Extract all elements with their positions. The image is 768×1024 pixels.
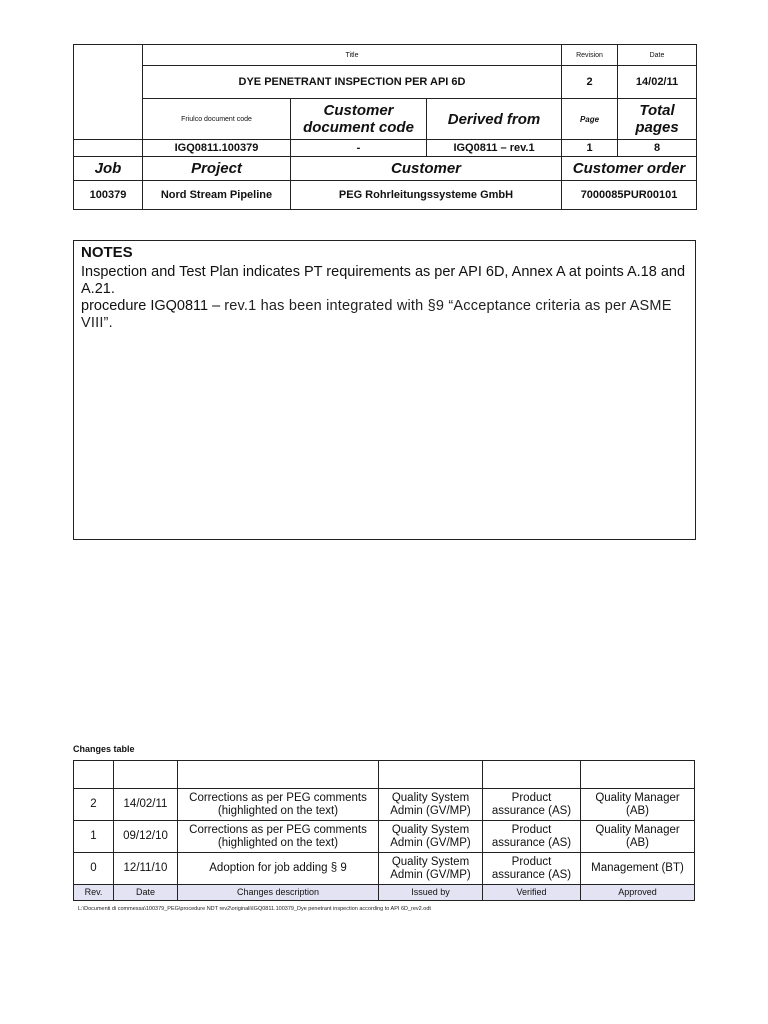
changes-table xyxy=(73,760,695,901)
notes-box xyxy=(73,240,696,540)
derived-from-value: IGQ0811 – rev.1 xyxy=(427,140,562,157)
file-path-footer: L:\Documenti di commessa\100379_PEG\procedure NDT rev2\originali\IGQ0811.100379_Dye penetrant inspection according to API 6D_rev2.odt xyxy=(78,906,431,912)
description-cell: Corrections as per PEG comments (highlighted on the text) xyxy=(178,821,379,853)
date-label: Date xyxy=(618,45,697,66)
customer-code-label: Customer document code xyxy=(291,99,427,140)
date-value: 14/02/11 xyxy=(618,66,697,99)
description-cell: Adoption for job adding § 9 xyxy=(178,853,379,885)
description-cell: Corrections as per PEG comments (highlighted on the text) xyxy=(178,789,379,821)
issued-by-cell: Quality System Admin (GV/MP) xyxy=(379,853,483,885)
verified-cell: Product assurance (AS) xyxy=(483,853,581,885)
page-value: 1 xyxy=(562,140,618,157)
revision-value: 2 xyxy=(562,66,618,99)
rev-cell: 2 xyxy=(74,789,114,821)
customer-code-value: - xyxy=(291,140,427,157)
customer-order-value: 7000085PUR00101 xyxy=(562,181,697,210)
changes-header-row xyxy=(74,885,695,901)
job-label: Job xyxy=(74,157,143,181)
issued-by-cell: Quality System Admin (GV/MP) xyxy=(379,821,483,853)
total-pages-value: 8 xyxy=(618,140,697,157)
changes-empty-row xyxy=(74,761,695,789)
notes-title: NOTES xyxy=(81,244,133,261)
date-cell: 09/12/10 xyxy=(114,821,178,853)
notes-line-2-part-b: rev.1 has been integrated with §9 “Acceptance criteria as per ASME VIII”. xyxy=(81,298,672,331)
project-label: Project xyxy=(143,157,291,181)
table-row xyxy=(74,789,695,821)
empty-cell xyxy=(74,140,143,157)
changes-table-label: Changes table xyxy=(73,744,135,754)
date-cell: 12/11/10 xyxy=(114,853,178,885)
page-label: Page xyxy=(562,99,618,140)
approved-header: Approved xyxy=(581,885,695,901)
customer-value: PEG Rohrleitungssysteme GmbH xyxy=(291,181,562,210)
table-row xyxy=(74,821,695,853)
friulco-code-value: IGQ0811.100379 xyxy=(143,140,291,157)
date-cell: 14/02/11 xyxy=(114,789,178,821)
customer-order-label: Customer order xyxy=(562,157,697,181)
job-value: 100379 xyxy=(74,181,143,210)
date-header: Date xyxy=(114,885,178,901)
friulco-code-label: Friulco document code xyxy=(143,99,291,140)
table-row xyxy=(74,853,695,885)
title-label: Title xyxy=(143,45,562,66)
rev-cell: 1 xyxy=(74,821,114,853)
issued-by-header: Issued by xyxy=(379,885,483,901)
document-header-table xyxy=(73,44,697,210)
approved-cell: Management (BT) xyxy=(581,853,695,885)
rev-cell: 0 xyxy=(74,853,114,885)
changes-description-header: Changes description xyxy=(178,885,379,901)
derived-from-label: Derived from xyxy=(427,99,562,140)
verified-header: Verified xyxy=(483,885,581,901)
notes-line-1: Inspection and Test Plan indicates PT requirements as per API 6D, Annex A at points A.18 and A.21. xyxy=(81,264,686,297)
approved-cell: Quality Manager (AB) xyxy=(581,821,695,853)
logo-cell xyxy=(74,45,143,140)
rev-header: Rev. xyxy=(74,885,114,901)
customer-label: Customer xyxy=(291,157,562,181)
notes-line-2-part-a: procedure IGQ0811 – xyxy=(81,298,225,314)
document-title: DYE PENETRANT INSPECTION PER API 6D xyxy=(143,66,562,99)
approved-cell: Quality Manager (AB) xyxy=(581,789,695,821)
total-pages-label: Total pages xyxy=(618,99,697,140)
project-value: Nord Stream Pipeline xyxy=(143,181,291,210)
verified-cell: Product assurance (AS) xyxy=(483,821,581,853)
issued-by-cell: Quality System Admin (GV/MP) xyxy=(379,789,483,821)
notes-line-2 xyxy=(81,298,688,332)
revision-label: Revision xyxy=(562,45,618,66)
verified-cell: Product assurance (AS) xyxy=(483,789,581,821)
